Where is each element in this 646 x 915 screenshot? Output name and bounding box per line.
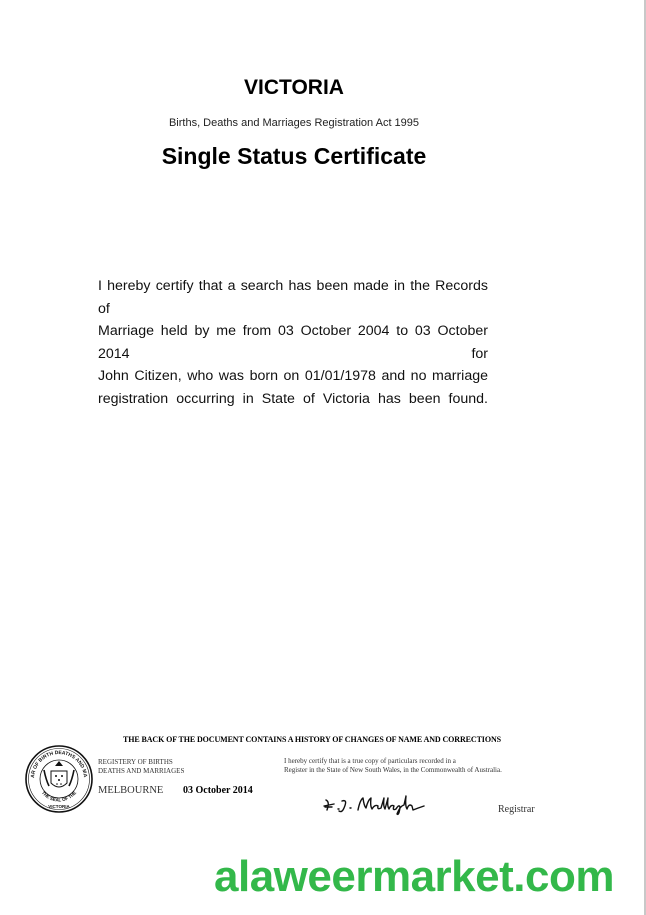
paragraph-line: John Citizen, who was born on 01/01/1978 and no marriage — [98, 368, 488, 384]
paragraph-line: registration occurring in State of Victoria has been found. — [98, 390, 488, 407]
registrar-label: Registrar — [498, 804, 535, 815]
seal-bottom-text-2: VICTORIA — [48, 804, 70, 809]
true-copy-line: I hereby certify that is a true copy of particulars recorded in a — [284, 757, 456, 765]
registry-line: DEATHS AND MARRIAGES — [98, 767, 185, 775]
registrar-seal-icon — [24, 744, 94, 814]
seal-bottom-text: THE SEAL OF THE — [40, 790, 78, 803]
issue-date: 03 October 2014 — [183, 785, 253, 796]
certification-paragraph — [98, 275, 488, 410]
state-heading: VICTORIA — [244, 76, 344, 99]
act-subtitle: Births, Deaths and Marriages Registration Act 1995 — [168, 117, 420, 129]
issue-city: MELBOURNE — [98, 785, 164, 796]
paragraph-line: Marriage held by me from 03 October 2004 to 03 October 2014 for — [98, 323, 488, 362]
registrar-signature — [320, 790, 430, 816]
paragraph-line: I hereby certify that a search has been made in the Records of — [98, 278, 488, 317]
registry-line: REGISTERY OF BIRTHS — [98, 758, 173, 766]
seal-top-text: AR OF BIRTH DEATHS AND MA — [29, 749, 88, 779]
registry-name — [98, 758, 184, 776]
back-of-document-note: THE BACK OF THE DOCUMENT CONTAINS A HISTORY OF CHANGES OF NAME AND CORRECTIONS — [123, 735, 501, 744]
certificate-title: Single Status Certificate — [161, 143, 427, 169]
true-copy-line: Register in the State of New South Wales, in the Commonwealth of Australia. — [284, 766, 502, 774]
watermark-text: alaweermarket.com — [214, 852, 614, 901]
svg-text:THE SEAL OF THE — [41, 790, 77, 802]
true-copy-note — [284, 757, 502, 775]
